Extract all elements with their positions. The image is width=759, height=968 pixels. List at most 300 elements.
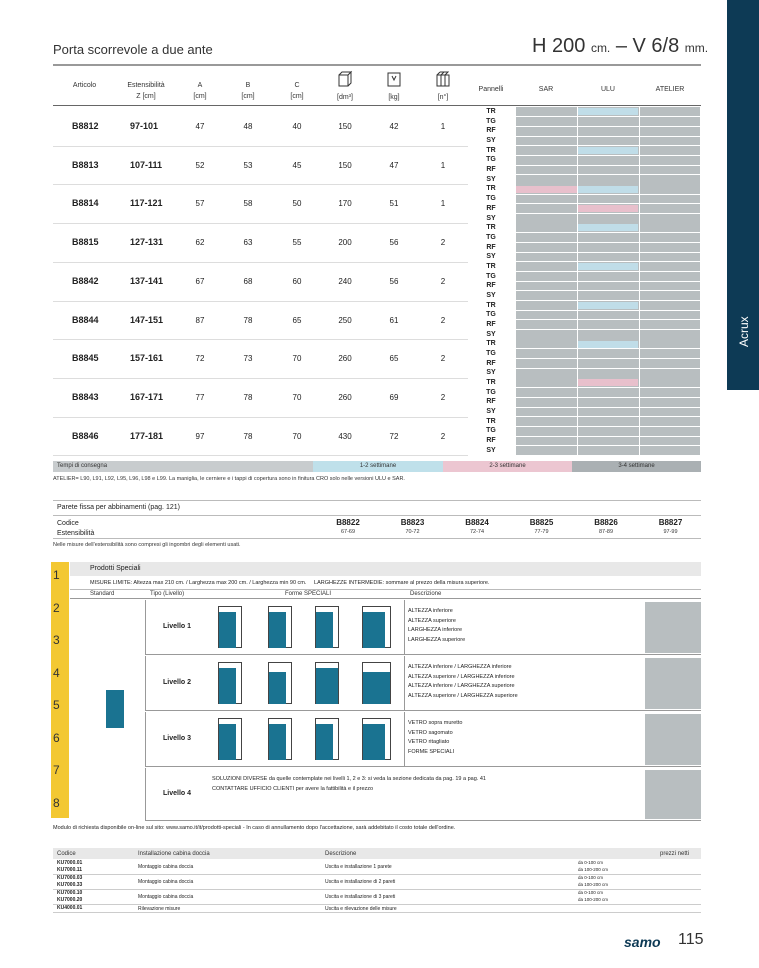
install-h-inst: Installazione cabina doccia [138, 851, 210, 857]
row-kg: 65 [389, 354, 399, 364]
panel-line [468, 194, 700, 195]
panel-label: TR [486, 146, 496, 154]
level-desc: CONTATTARE UFFICIO CLIENTI per avere la fattibilità e il prezzo [212, 785, 374, 792]
install-range: da 100-200 cm [578, 897, 609, 902]
row-a: 72 [195, 354, 205, 364]
row-separator [53, 378, 468, 379]
level-desc: ALTEZZA superiore / LARGHEZZA superiore [408, 692, 518, 699]
panel-line [468, 271, 700, 272]
install-desc: Uscita e installazione di 2 pareti [325, 879, 396, 885]
row-n: 1 [440, 160, 446, 170]
level-desc: VETRO ritagliato [408, 739, 450, 745]
delivery-1-2: 1-2 settimane [313, 461, 443, 472]
highlight-cell [577, 379, 638, 386]
install-range: da 0-100 cm [578, 860, 604, 865]
page-number: 115 [678, 931, 704, 948]
panel-line [468, 358, 700, 359]
header-count-unit: [n°] [437, 94, 449, 101]
fixed-title: Parete fissa per abbinamenti (pag. 121) [57, 504, 180, 511]
row-a: 57 [195, 199, 205, 209]
install-rule [53, 912, 701, 913]
level-name: Livello 3 [163, 735, 192, 742]
level-shape [363, 724, 385, 760]
level-desc: ALTEZZA superiore / LARGHEZZA inferiore [408, 673, 515, 680]
price-cell [645, 658, 701, 709]
level-desc: FORME SPECIALI [408, 748, 455, 755]
install-desc: Uscita e installazione di 3 pareti [325, 894, 396, 900]
fixed-code: B8826 [594, 518, 618, 527]
panel-line [468, 397, 700, 398]
level-desc: SOLUZIONI DIVERSE da quelle contemplate nei livelli 1, 2 e 3: si veda la sezione dedicata da pag. 19 a pag. 41 [212, 776, 486, 782]
spec-h: H 200 [532, 35, 586, 57]
panel-label: TG [486, 388, 496, 396]
level-divider [145, 656, 146, 710]
row-a: 47 [195, 122, 205, 131]
fixed-ext: 87-89 [598, 529, 614, 535]
header-count [428, 70, 458, 103]
install-range: da 100-200 cm [578, 867, 609, 872]
panel-label: TR [486, 301, 496, 309]
desc-divider [404, 600, 405, 654]
install-code: KU7000.01 [57, 860, 83, 866]
panel-line [468, 155, 700, 156]
row-separator [53, 455, 468, 456]
level-shape [363, 612, 385, 648]
panel-line [468, 174, 700, 175]
row-n: 2 [440, 276, 446, 286]
level-shape [363, 672, 390, 704]
header-sar: SAR [538, 86, 554, 93]
panel-label: RF [486, 320, 496, 328]
highlight-cell [577, 205, 638, 212]
special-title: Prodotti Speciali [90, 565, 141, 572]
ruler-number: 6 [53, 730, 60, 745]
level-desc: ALTEZZA inferiore / LARGHEZZA inferiore [408, 664, 512, 670]
ruler-number: 5 [53, 698, 60, 712]
panel-label: TR [486, 340, 496, 348]
row-n: 1 [440, 122, 446, 131]
install-code: KU7000.11 [57, 867, 83, 873]
row-a: 67 [195, 276, 205, 286]
fixed-code: B8824 [465, 518, 489, 527]
row-b: 48 [243, 122, 253, 131]
level-name: Livello 4 [163, 790, 192, 797]
row-code: B8842 [72, 275, 99, 286]
level-desc: ALTEZZA inferiore [408, 608, 453, 614]
row-code: B8815 [72, 237, 99, 248]
panel-label: TG [486, 233, 496, 241]
spec-sep: – [610, 35, 633, 57]
level-shape [219, 612, 236, 648]
panel-label: TR [486, 185, 496, 193]
row-kg: 69 [389, 392, 399, 402]
fixed-ext: 77-79 [534, 529, 549, 535]
header-rule [53, 105, 701, 106]
panel-line [468, 426, 700, 427]
panel-label: RF [486, 204, 496, 212]
row-vol: 240 [338, 276, 352, 286]
row-kg: 51 [389, 199, 399, 209]
panel-line [468, 319, 700, 320]
panel-label: SY [486, 330, 496, 338]
panel-label: TR [486, 417, 496, 425]
install-h-price: prezzi netti [660, 851, 690, 857]
panel-label: TR [486, 108, 496, 115]
panel-line [468, 368, 700, 369]
row-ext: 117-121 [130, 198, 163, 209]
delivery-2-3: 2-3 settimane [443, 461, 572, 472]
side-tab [727, 0, 759, 390]
highlight-cell [577, 263, 638, 270]
weight-icon [386, 70, 402, 88]
header-a [185, 80, 215, 102]
row-code: B8814 [72, 198, 99, 209]
panel-label: RF [486, 127, 496, 135]
packages-icon [435, 70, 451, 88]
install-type: Montaggio cabina doccia [138, 894, 194, 900]
level-desc: VETRO sopra muretto [408, 720, 463, 726]
row-code: B8844 [72, 314, 99, 325]
panel-label: RF [486, 359, 496, 367]
fixed-code: B8825 [529, 518, 554, 527]
header-c [282, 80, 312, 102]
special-h-forme: Forme SPECIALI [285, 591, 332, 597]
install-type: Rilevazione misure [138, 905, 181, 912]
row-kg: 61 [389, 315, 399, 325]
panel-label: SY [486, 214, 496, 222]
spec-heading [532, 35, 708, 58]
header-a-label: A [197, 82, 203, 89]
special-rule-2 [70, 598, 701, 599]
price-cell [645, 714, 701, 765]
install-h-code: Codice [57, 851, 76, 857]
panel-label: RF [486, 243, 496, 251]
header-c-label: C [294, 82, 300, 89]
panel-label: SY [486, 446, 496, 454]
highlight-cell [577, 108, 638, 115]
install-rule [53, 889, 701, 890]
panel-line [468, 310, 700, 311]
header-b-label: B [245, 82, 251, 89]
special-header-bar [70, 562, 701, 576]
panel-line [468, 136, 700, 137]
price-cell [645, 770, 701, 819]
row-ext: 167-171 [130, 391, 164, 402]
header-articolo: Articolo [72, 82, 97, 89]
install-code: KU4000.01 [57, 905, 83, 911]
row-c: 70 [292, 354, 302, 364]
row-vol: 150 [338, 122, 352, 131]
ruler-number: 3 [53, 633, 60, 647]
install-h-desc: Descrizione [325, 851, 357, 857]
row-kg: 47 [389, 160, 399, 170]
level-shape [316, 612, 333, 648]
install-type: Montaggio cabina doccia [138, 879, 194, 885]
install-code: KU7000.20 [57, 897, 83, 903]
row-ext: 97-101 [130, 121, 159, 131]
row-b: 63 [243, 238, 253, 248]
highlight-cell [577, 341, 638, 348]
row-code: B8846 [72, 430, 99, 441]
panel-label: SY [486, 253, 496, 261]
brand-logo: samo [624, 934, 661, 950]
install-type: Montaggio cabina doccia [138, 864, 194, 870]
level-shape [316, 724, 333, 760]
header-volume [330, 70, 360, 103]
install-range: da 0-100 cm [578, 890, 604, 895]
row-vol: 200 [338, 238, 352, 248]
row-n: 2 [440, 315, 446, 325]
panel-line [468, 281, 700, 282]
row-separator [53, 417, 468, 418]
ruler-number: 8 [53, 795, 60, 810]
box-icon [337, 70, 353, 88]
panel-label: TG [486, 156, 496, 164]
panel-label: TR [486, 224, 496, 232]
special-h-tipo: Tipo (Livello) [150, 591, 185, 597]
row-code: B8812 [72, 121, 99, 131]
install-code: KU7000.10 [57, 890, 83, 896]
fixed-rule-mid [53, 515, 701, 516]
row-c: 40 [292, 122, 302, 131]
header-b-unit: [cm] [241, 93, 255, 100]
row-separator [53, 339, 468, 340]
fixed-code: B8822 [336, 518, 360, 527]
fixed-est: Estensibilità [57, 530, 95, 537]
special-h-std: Standard [90, 591, 115, 597]
level-divider [145, 768, 146, 820]
row-c: 65 [292, 315, 302, 325]
panel-label: TG [486, 272, 496, 280]
row-c: 70 [292, 392, 302, 402]
fixed-ext: 67-69 [340, 529, 356, 535]
page-title: Porta scorrevole a due ante [53, 42, 213, 57]
level-shape [219, 724, 236, 760]
row-n: 2 [440, 392, 446, 402]
standard-shape [106, 690, 124, 728]
panel-label: SY [486, 369, 496, 377]
panel-line [468, 445, 700, 446]
panel-line [468, 290, 700, 291]
row-c: 50 [292, 199, 302, 209]
panel-label: TG [486, 195, 496, 203]
highlight-cell [516, 186, 577, 193]
atelier-note: ATELIER= L90, L91, L92, L95, L96, L98 e L99. La maniglia, le cerniere e i tappi di copertura sono in finitura CRO solo nelle versioni ULU e SAR. [53, 476, 405, 482]
level-rule [145, 654, 701, 655]
row-b: 78 [243, 392, 253, 402]
panel-line [468, 387, 700, 388]
row-separator [53, 301, 468, 302]
panel-label: SY [486, 291, 496, 299]
ruler-number: 1 [53, 568, 60, 582]
panel-line [468, 348, 700, 349]
panel-label: TG [486, 311, 496, 319]
fixed-codice: Codice [57, 520, 79, 527]
row-b: 68 [243, 276, 253, 286]
highlight-cell [577, 186, 638, 193]
row-b: 53 [243, 160, 253, 170]
row-ext: 177-181 [130, 430, 164, 441]
ruler-number: 2 [53, 600, 60, 615]
fixed-rule-top [53, 500, 701, 501]
row-a: 87 [195, 315, 205, 325]
row-ext: 107-111 [130, 159, 163, 170]
row-b: 78 [243, 431, 253, 441]
header-weight-unit: [kg] [388, 94, 400, 101]
row-code: B8843 [72, 391, 99, 402]
highlight-cell [577, 147, 638, 154]
ruler-number: 7 [53, 763, 60, 777]
row-vol: 170 [338, 199, 352, 209]
row-b: 73 [243, 354, 253, 364]
row-n: 2 [440, 238, 446, 248]
level-desc: VETRO sagomato [408, 729, 453, 736]
panel-line [468, 232, 700, 233]
panel-label: RF [486, 166, 496, 174]
panel-line [468, 329, 700, 330]
panel-label: RF [486, 437, 496, 444]
row-vol: 260 [338, 354, 352, 364]
row-separator [53, 146, 468, 147]
ruler-number: 4 [53, 665, 60, 680]
level-shape [269, 612, 286, 648]
special-note: Modulo di richiesta disponibile on-line sul sito: www.samo.it/it/prodotti-speciali - In caso di annullamento dopo l'accettazione, sarà addebitato il costo totale dell'ordine. [53, 825, 456, 831]
highlight-cell [577, 302, 638, 309]
row-kg: 56 [389, 276, 399, 286]
fixed-ext: 72-74 [469, 529, 485, 535]
header-ulu: ULU [600, 86, 615, 93]
highlight-cell [577, 224, 638, 231]
row-a: 97 [195, 431, 205, 441]
price-cell [645, 602, 701, 653]
fixed-code: B8827 [658, 518, 683, 527]
row-a: 52 [195, 160, 205, 170]
panel-label: SY [486, 175, 496, 183]
row-kg: 72 [389, 431, 399, 441]
panel-label: RF [486, 282, 496, 290]
panel-line [468, 407, 700, 408]
row-separator [53, 184, 468, 185]
desc-divider [404, 656, 405, 710]
row-vol: 250 [338, 315, 352, 325]
row-kg: 56 [389, 238, 399, 248]
header-estensibilita [120, 80, 172, 102]
level-shape [219, 668, 236, 704]
special-h-desc: Descrizione [410, 591, 442, 597]
desc-divider [404, 712, 405, 766]
panel-label: TG [486, 349, 496, 357]
panel-label: RF [486, 398, 496, 406]
row-ext: 147-151 [130, 314, 164, 325]
header-volume-unit: [dm³] [337, 94, 353, 101]
panel-label: TG [486, 427, 496, 435]
col-divider [577, 107, 578, 455]
panel-line [468, 252, 700, 253]
row-a: 62 [195, 238, 205, 248]
fixed-rule-bottom [53, 538, 701, 539]
panel-line [468, 455, 700, 456]
panel-line [468, 436, 700, 437]
row-separator [53, 223, 468, 224]
row-a: 77 [195, 392, 205, 402]
level-desc: LARGHEZZA superiore [408, 636, 466, 643]
panel-label: SY [486, 137, 496, 145]
install-range: da 0-100 cm [578, 875, 604, 880]
header-c-unit: [cm] [290, 93, 304, 100]
panel-line [468, 165, 700, 166]
row-vol: 260 [338, 392, 352, 402]
level-shape [269, 724, 286, 760]
header-atelier: ATELIER [655, 86, 685, 93]
fixed-ext: 70-72 [405, 529, 420, 535]
panel-label: TR [486, 262, 496, 270]
spec-v-unit: mm. [684, 41, 709, 55]
spec-v: V 6/8 [632, 35, 680, 57]
row-vol: 150 [338, 160, 352, 170]
table-top-rule [53, 64, 701, 66]
panel-label: TG [486, 117, 496, 125]
tape-measure [51, 562, 69, 818]
row-c: 60 [292, 276, 302, 286]
row-b: 58 [243, 199, 253, 209]
install-code: KU7000.33 [57, 882, 83, 888]
panel-line [468, 116, 700, 117]
spec-h-unit: cm. [590, 41, 611, 55]
row-n: 2 [440, 431, 446, 441]
fixed-labels [57, 519, 94, 539]
delivery-label: Tempi di consegna [57, 463, 108, 469]
row-n: 1 [440, 199, 446, 209]
row-c: 55 [292, 238, 302, 248]
fixed-ext: 97-99 [663, 529, 678, 535]
header-a-unit: [cm] [193, 93, 207, 100]
level-desc: ALTEZZA inferiore / LARGHEZZA superiore [408, 683, 515, 689]
row-n: 2 [440, 354, 446, 364]
level-rule [145, 710, 701, 711]
level-desc: ALTEZZA superiore [408, 617, 456, 624]
panel-line [468, 242, 700, 243]
panel-line [468, 213, 700, 214]
level-name: Livello 1 [163, 623, 192, 630]
side-tab-label: Acrux [737, 316, 751, 347]
level-shape [316, 668, 338, 704]
header-pannelli: Pannelli [478, 86, 504, 93]
row-vol: 430 [338, 431, 352, 441]
col-divider [639, 107, 640, 455]
install-range: da 100-200 cm [578, 882, 609, 887]
install-desc: Uscita e rilevazione delle misure [325, 905, 397, 912]
row-c: 70 [292, 431, 302, 441]
fixed-code: B8823 [400, 518, 425, 527]
level-name: Livello 2 [163, 679, 192, 686]
panel-line [468, 126, 700, 127]
panel-label: TR [486, 378, 496, 386]
header-b [233, 80, 263, 102]
header-est2: Z [cm] [136, 93, 156, 100]
header-weight [379, 70, 409, 103]
header-est1: Estensibilità [127, 82, 165, 89]
fixed-note: Nelle misure dell'estensibilità sono compresi gli ingombri degli elementi usati. [53, 542, 241, 548]
delivery-3-4: 3-4 settimane [572, 461, 701, 472]
row-code: B8813 [72, 159, 99, 170]
special-limits: MISURE LIMITE: Altezza max 210 cm. / Larghezza max 200 cm. / Larghezza min 90 cm. LARGHEZZE INTERMEDIE: sommare al prezzo della misura superiore. [90, 580, 490, 586]
level-rule [145, 766, 701, 767]
panel-label: SY [486, 408, 496, 415]
row-ext: 137-141 [130, 275, 164, 286]
level-rule [145, 820, 701, 821]
special-rule [70, 589, 701, 590]
row-separator [53, 262, 468, 263]
